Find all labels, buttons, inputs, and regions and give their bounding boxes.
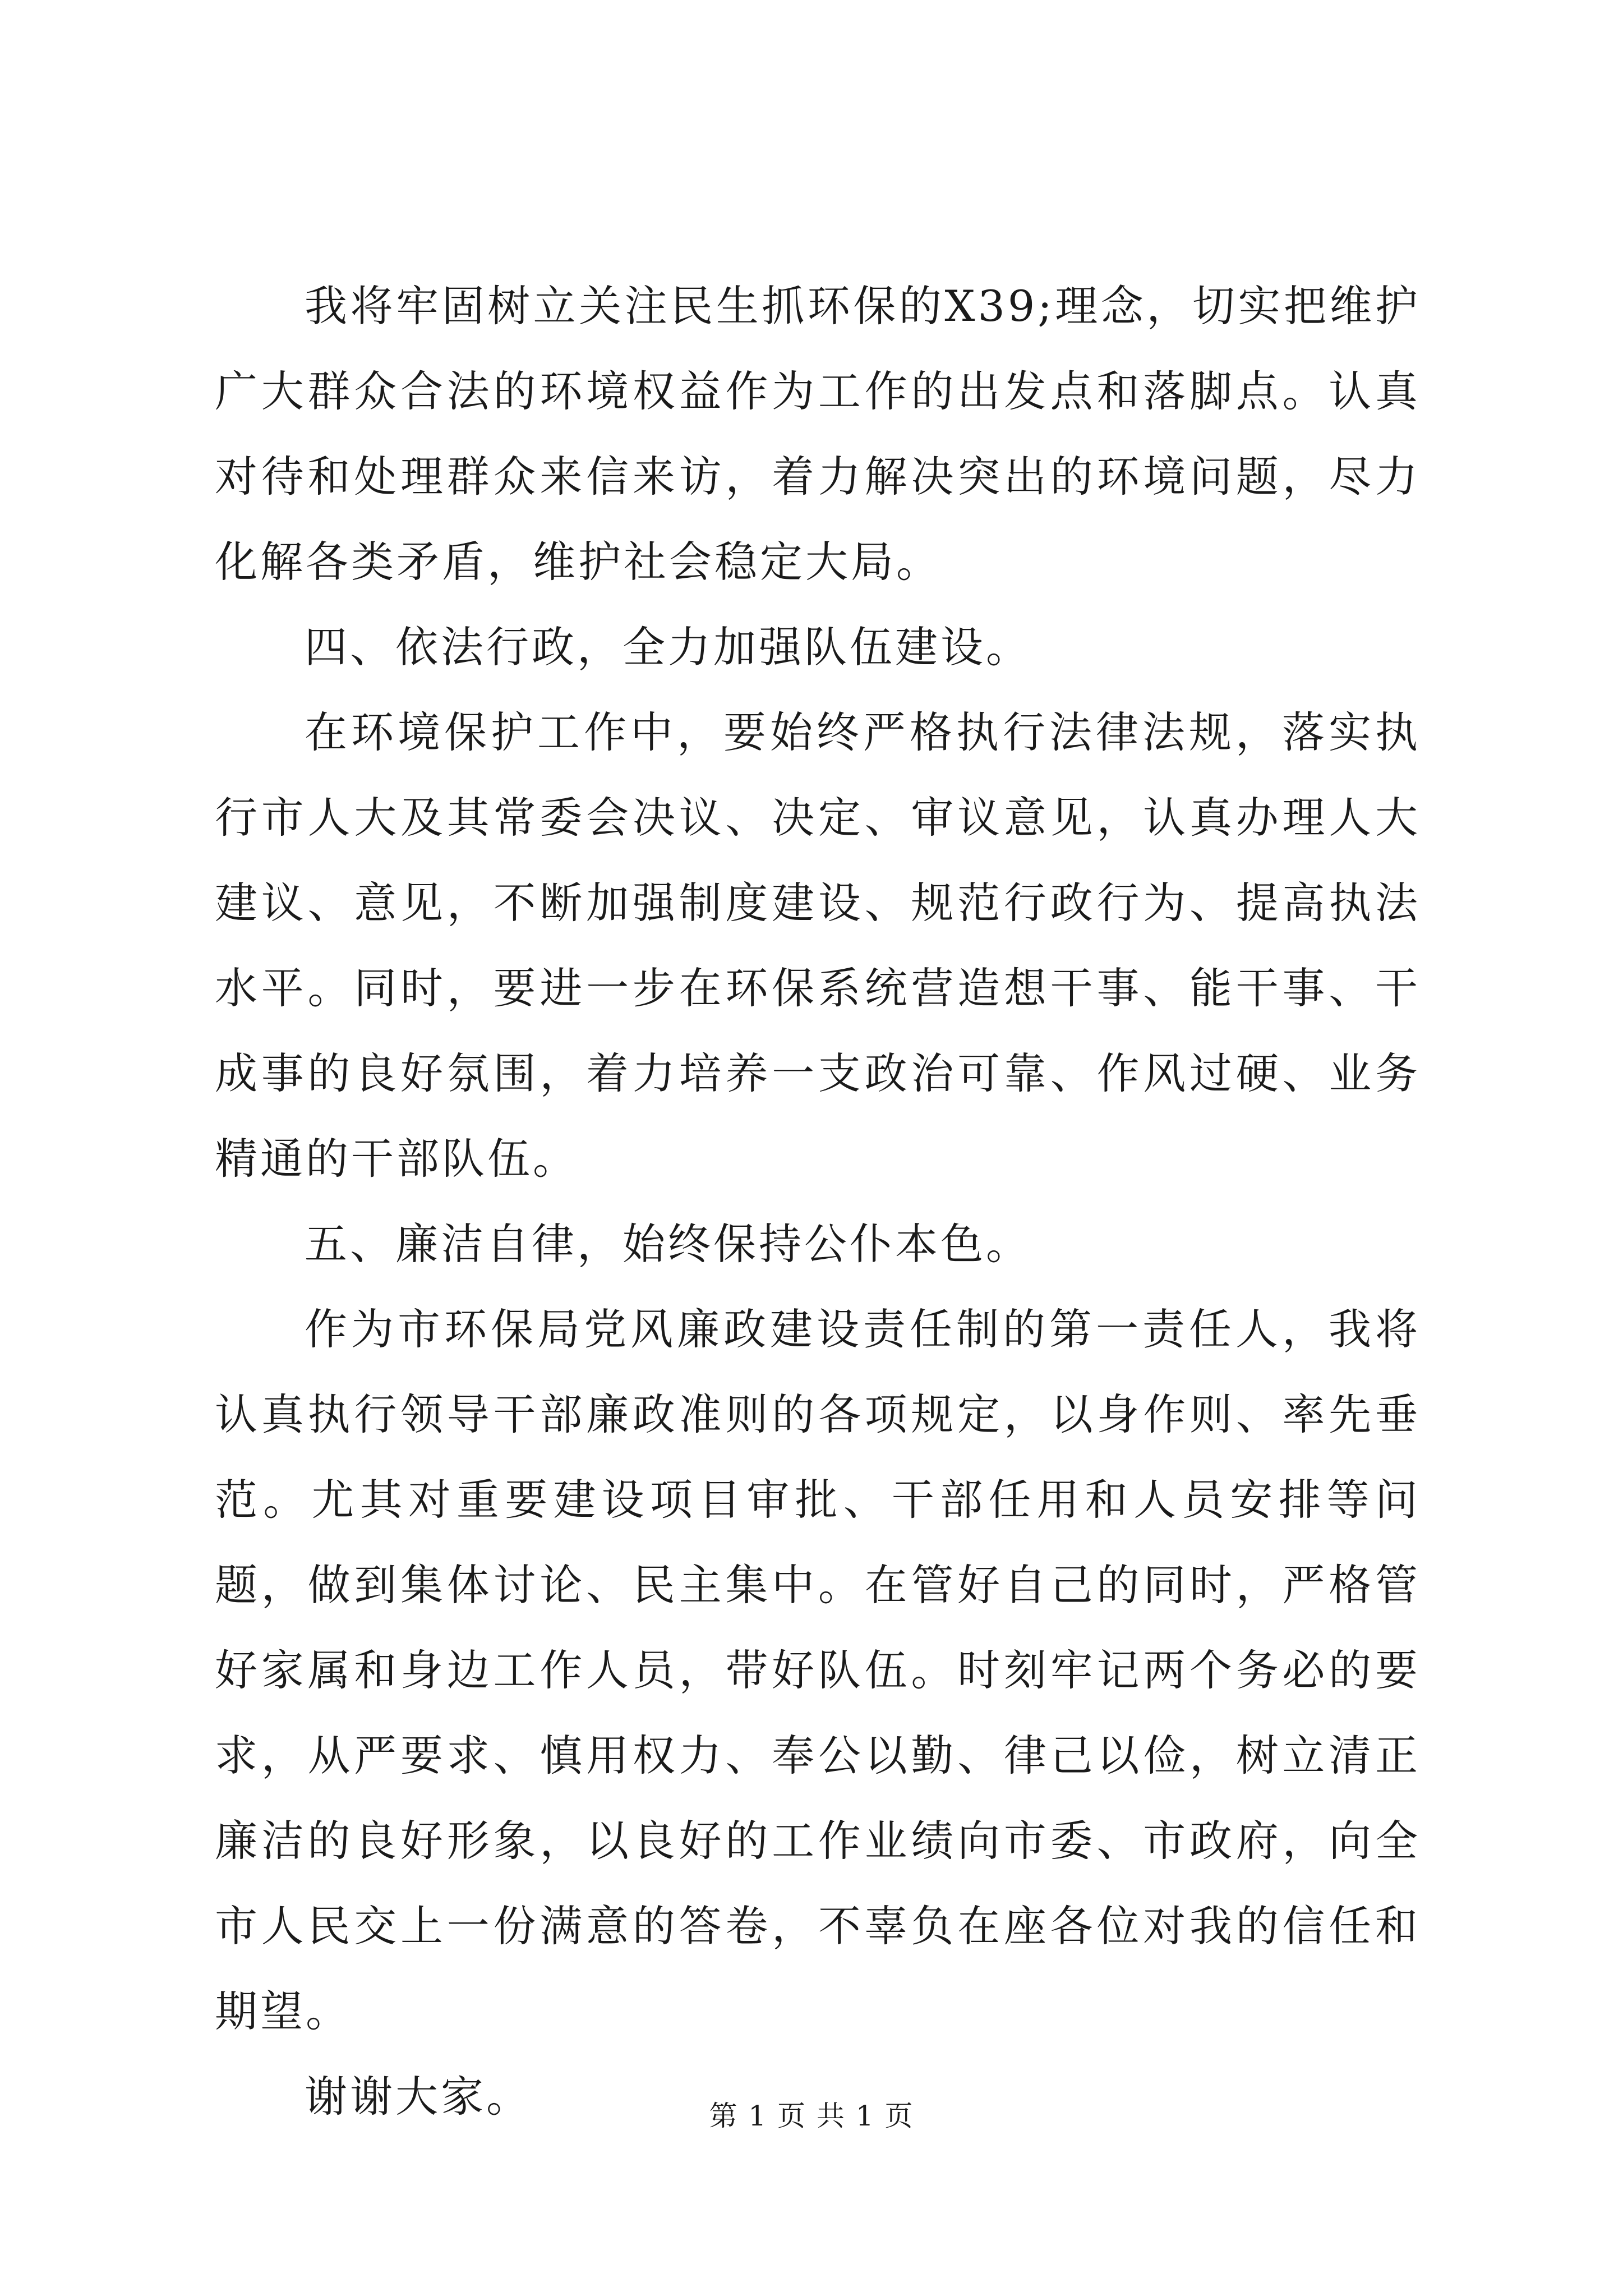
heading-section-four: 四、依法行政，全力加强队伍建设。 <box>305 622 1031 672</box>
page-number-footer: 第 1 页 共 1 页 <box>709 2100 914 2132</box>
paragraph-environmental-commitment: 我将牢固树立关注民生抓环保的X39;理念，切实把维护广大群众合法的环境权益作为工作的出发点和落脚点。认真对待和处理群众来信来访，着力解决突出的环境问题，尽力化解各类矛盾，维护社会稳定大局。 <box>215 281 1421 587</box>
document-body <box>215 264 1421 2139</box>
paragraph-closing-thanks: 谢谢大家。 <box>305 2072 532 2122</box>
heading-section-five: 五、廉洁自律，始终保持公仆本色。 <box>305 1219 1031 1269</box>
paragraph-law-enforcement: 在环境保护工作中，要始终严格执行法律法规，落实执行市人大及其常委会决议、决定、审议意见，认真办理人大建议、意见，不断加强制度建设、规范行政行为、提高执法水平。同时，要进一步在环保系统营造想干事、能干事、干成事的良好氛围，着力培养一支政治可靠、作风过硬、业务精通的干部队伍。 <box>215 707 1421 1184</box>
paragraph-integrity: 作为市环保局党风廉政建设责任制的第一责任人，我将认真执行领导干部廉政准则的各项规定，以身作则、率先垂范。尤其对重要建设项目审批、干部任用和人员安排等问题，做到集体讨论、民主集中。在管好自己的同时，严格管好家属和身边工作人员，带好队伍。时刻牢记两个务必的要求，从严要求、慎用权力、奉公以勤、律己以俭，树立清正廉洁的良好形象，以良好的工作业绩向市委、市政府，向全市人民交上一份满意的答卷，不辜负在座各位对我的信任和期望。 <box>215 1304 1421 2036</box>
